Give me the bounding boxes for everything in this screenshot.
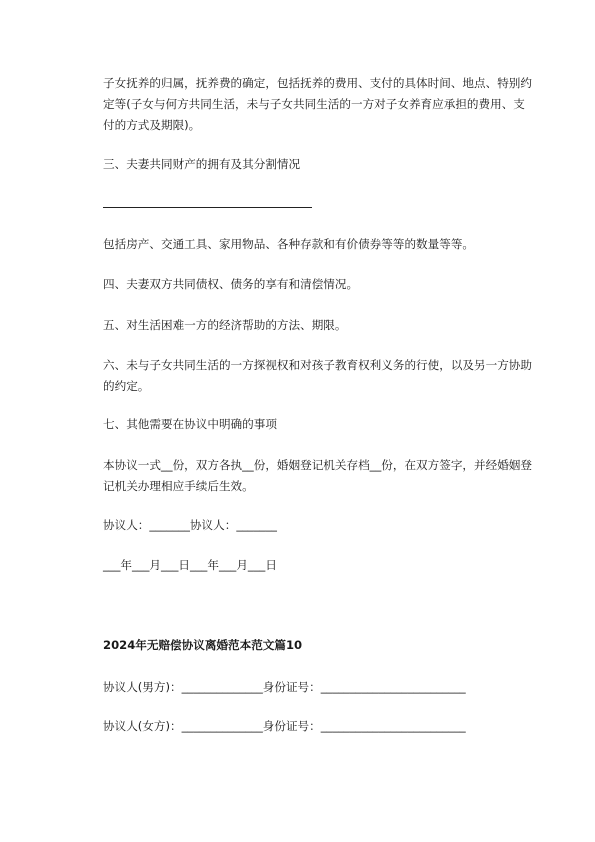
item-6: 六、未与子女共同生活的一方探视权和对孩子教育权利义务的行使，以及另一方协助的约定。 — [103, 358, 532, 393]
signature-line: 协议人：_______协议人：_______ — [103, 518, 277, 532]
item-3-heading: 三、夫妻共同财产的拥有及其分割情况 — [103, 157, 301, 171]
party-female-line: 协议人(女方)：______________身份证号：_________________________ — [103, 719, 466, 733]
section-title: 2024年无赔偿协议离婚范本范文篇10 — [103, 638, 303, 652]
paragraph-copies: 本协议一式__份，双方各执__份，婚姻登记机关存档__份，在双方签字，并经婚姻登记机关办理相应手续后生效。 — [103, 458, 532, 493]
blank-line — [103, 207, 312, 208]
date-line: ___年___月___日___年___月___日 — [103, 558, 277, 572]
party-male-line: 协议人(男方)：______________身份证号：_________________________ — [103, 680, 466, 694]
item-5: 五、对生活困难一方的经济帮助的方法、期限。 — [103, 318, 347, 332]
paragraph-property: 包括房产、交通工具、家用物品、各种存款和有价债券等等的数量等等。 — [103, 237, 475, 251]
paragraph-child-support: 子女抚养的归属，抚养费的确定，包括抚养的费用、支付的具体时间、地点、特别约定等(子女与何方共同生活，未与子女共同生活的一方对子女养育应承担的费用、支付的方式及期限)。 — [103, 76, 532, 132]
item-4: 四、夫妻双方共同债权、债务的享有和清偿情况。 — [103, 277, 359, 291]
item-7: 七、其他需要在协议中明确的事项 — [103, 417, 277, 431]
